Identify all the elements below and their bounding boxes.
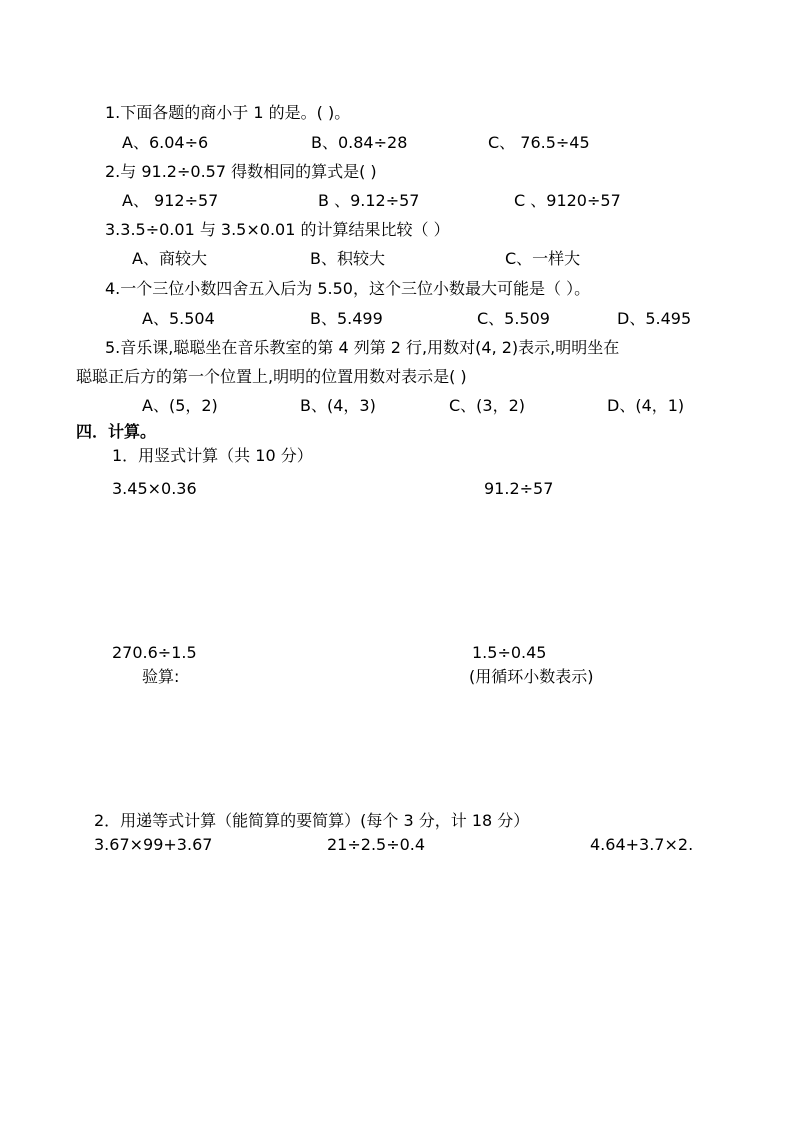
question-1-option-c: C、 76.5÷45 <box>488 133 590 152</box>
vertical-calc-problem-3: 270.6÷1.5 <box>112 643 197 662</box>
question-3-stem: 3.3.5÷0.01 与 3.5×0.01 的计算结果比较（ ） <box>105 220 450 239</box>
step-calc-problem-1: 3.67×99+3.67 <box>94 835 213 854</box>
vertical-calc-problem-1: 3.45×0.36 <box>112 479 197 498</box>
check-label: 验算: <box>142 667 180 686</box>
question-1-option-a: A、6.04÷6 <box>122 133 209 152</box>
question-4-option-c: C、5.509 <box>477 309 550 328</box>
question-3-option-a: A、商较大 <box>132 249 207 268</box>
question-2-option-c: C 、9120÷57 <box>514 191 621 210</box>
question-1-option-b: B、0.84÷28 <box>311 133 408 152</box>
question-5-option-c: C、(3，2) <box>449 396 526 415</box>
question-5-stem-line-1: 5.音乐课,聪聪坐在音乐教室的第 4 列第 2 行,用数对(4, 2)表示,明明坐在 <box>105 338 620 357</box>
question-1-stem: 1.下面各题的商小于 1 的是。( )。 <box>105 103 351 122</box>
question-2-option-b: B 、9.12÷57 <box>318 191 420 210</box>
vertical-calc-problem-2: 91.2÷57 <box>484 479 554 498</box>
question-5-option-b: B、(4，3) <box>300 396 376 415</box>
vertical-calc-problem-4: 1.5÷0.45 <box>472 643 547 662</box>
question-4-option-b: B、5.499 <box>310 309 383 328</box>
question-3-option-c: C、一样大 <box>505 249 581 268</box>
part-1-title: 1．用竖式计算（共 10 分） <box>112 446 313 465</box>
section-4-heading: 四．计算。 <box>76 422 157 441</box>
question-3-option-b: B、积较大 <box>310 249 385 268</box>
question-4-stem: 4.一个三位小数四舍五入后为 5.50，这个三位小数最大可能是（ ）。 <box>105 279 591 298</box>
part-2-title: 2．用递等式计算（能简算的要简算）(每个 3 分，计 18 分） <box>94 811 530 830</box>
question-2-option-a: A、 912÷57 <box>122 191 219 210</box>
repeating-decimal-note: (用循环小数表示) <box>469 667 594 686</box>
question-2-stem: 2.与 91.2÷0.57 得数相同的算式是( ) <box>105 162 377 181</box>
question-5-stem-line-2: 聪聪正后方的第一个位置上,明明的位置用数对表示是( ) <box>76 367 467 386</box>
question-4-option-a: A、5.504 <box>142 309 215 328</box>
question-5-option-d: D、(4，1) <box>607 396 685 415</box>
question-5-option-a: A、(5，2) <box>142 396 218 415</box>
question-4-option-d: D、5.495 <box>617 309 692 328</box>
step-calc-problem-2: 21÷2.5÷0.4 <box>327 835 426 854</box>
step-calc-problem-3: 4.64+3.7×2. <box>590 835 694 854</box>
